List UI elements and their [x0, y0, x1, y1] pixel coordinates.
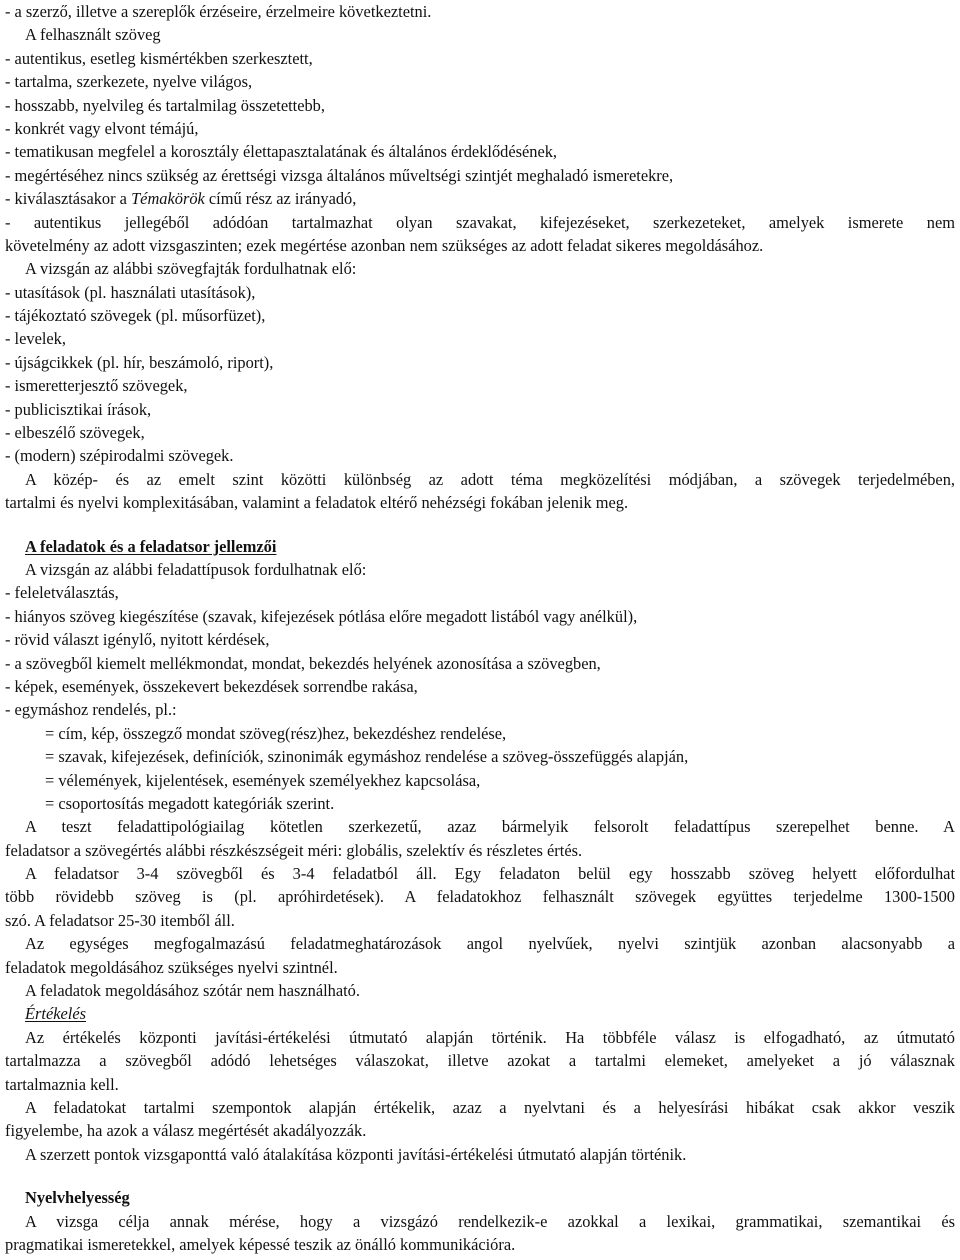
list-item: - képek, események, összekevert bekezdések sorrendbe rakása,: [5, 676, 418, 696]
list-item: - a szövegből kiemelt mellékmondat, mondat, bekezdés helyének azonosítása a szövegben,: [5, 653, 601, 673]
text-line: pragmatikai ismeretekkel, amelyek képessé teszik az önálló kommunikációra.: [5, 1234, 516, 1254]
sub-list-item: = cím, kép, összegző mondat szöveg(rész)hez, bekezdéshez rendelése,: [45, 723, 507, 743]
list-item: - egymáshoz rendelés, pl.:: [5, 700, 177, 720]
list-item: - autentikus, esetleg kismértékben szerkesztett,: [5, 48, 313, 68]
text-line: A vizsgán az alábbi szövegfajták fordulhatnak elő:: [25, 259, 357, 279]
list-item: - tájékoztató szövegek (pl. műsorfüzet),: [5, 306, 266, 326]
list-item: - ismeretterjesztő szövegek,: [5, 376, 188, 396]
list-item: - hiányos szöveg kiegészítése (szavak, kifejezések pótlása előre megadott listából vagy anélkül),: [5, 606, 638, 626]
text-line: tartalmaznia kell.: [5, 1074, 119, 1094]
text-line: A feladatokat tartalmi szempontok alapján értékelik, azaz a nyelvtani és a helyesírási hibákat csak akkor veszik: [25, 1097, 955, 1117]
section-heading: A feladatok és a feladatsor jellemzői: [25, 536, 277, 556]
text-line: A feladatsor 3-4 szövegből és 3-4 feladatból áll. Egy feladaton belül egy hosszabb szöveg helyett előfordulhat: [25, 864, 955, 884]
text-line: követelmény az adott vizsgaszinten; ezek megértése azonban nem szükséges az adott feladat sikeres megoldásához.: [5, 235, 764, 255]
text-span: című rész az irányadó,: [204, 189, 357, 209]
text-line: figyelembe, ha azok a válasz megértését akadályozzák.: [5, 1121, 367, 1141]
list-item: - hosszabb, nyelvileg és tartalmilag összetettebb,: [5, 95, 325, 115]
list-item: - elbeszélő szövegek,: [5, 423, 145, 443]
section-heading: Nyelvhelyesség: [25, 1188, 130, 1208]
text-line: több rövidebb szöveg is (pl. apróhirdetések). A feladatokhoz felhasznált szövegek együttes terjedelme 1300-1500: [5, 887, 955, 907]
list-item: - feleletválasztás,: [5, 583, 119, 603]
text-line: Az értékelés központi javítási-értékelési útmutató alapján történik. Ha többféle válasz is elfogadható, az útmutató: [25, 1027, 955, 1047]
sub-list-item: = csoportosítás megadott kategóriák szerint.: [45, 793, 335, 813]
list-item: - újságcikkek (pl. hír, beszámoló, riport),: [5, 352, 274, 372]
text-line: - a szerző, illetve a szereplők érzéseire, érzelmeire következtetni.: [5, 2, 432, 21]
sub-list-item: = szavak, kifejezések, definíciók, szinonimák egymáshoz rendelése a szöveg-összefüggés alapján,: [45, 747, 689, 767]
text-line: feladatsor a szövegértés alábbi részkészségeit méri: globális, szelektív és részletes értés.: [5, 840, 583, 860]
list-item: - autentikus jellegéből adódóan tartalmazhat olyan szavakat, kifejezéseket, szerkezeteket, amelyek ismerete nem: [5, 212, 955, 232]
list-item: - publicisztikai írások,: [5, 399, 152, 419]
text-line: A feladatok megoldásához szótár nem használható.: [25, 981, 360, 1001]
list-item: - levelek,: [5, 329, 66, 349]
italic-reference: Témakörök: [131, 189, 205, 209]
sub-list-item: = vélemények, kijelentések, események személyekhez kapcsolása,: [45, 770, 481, 790]
text-line: Az egységes megfogalmazású feladatmeghatározások angol nyelvűek, nyelvi szintjük azonban alacsonyabb a: [25, 934, 955, 954]
text-line: A felhasznált szöveg: [25, 25, 161, 45]
text-line: tartalmi és nyelvi komplexitásában, valamint a feladatok eltérő nehézségi fokában jelenik meg.: [5, 493, 629, 513]
list-item: [5, 187, 955, 210]
text-line: szó. A feladatsor 25-30 itemből áll.: [5, 910, 235, 930]
list-item: - rövid választ igénylő, nyitott kérdések,: [5, 630, 270, 650]
text-line: A szerzett pontok vizsgaponttá való átalakítása központi javítási-értékelési útmutató alapján történik.: [25, 1144, 687, 1164]
list-item: - tartalma, szerkezete, nyelve világos,: [5, 72, 253, 92]
text-span: - kiválasztásakor a: [5, 189, 132, 209]
list-item: - (modern) szépirodalmi szövegek.: [5, 446, 234, 466]
text-line: feladatok megoldásához szükséges nyelvi szintnél.: [5, 957, 338, 977]
subheading-ertekeles: Értékelés: [25, 1004, 86, 1024]
text-line: A közép- és az emelt szint közötti különbség az adott téma megközelítési módjában, a szövegek terjedelmében,: [25, 469, 955, 489]
paragraph-gap: [5, 515, 955, 535]
text-line: A vizsgán az alábbi feladattípusok fordulhatnak elő:: [25, 559, 367, 579]
list-item: - megértéséhez nincs szükség az érettségi vizsga általános műveltségi szintjét meghaladó ismeretekre,: [5, 165, 674, 185]
paragraph-gap: [5, 1166, 955, 1186]
list-item: - konkrét vagy elvont témájú,: [5, 118, 199, 138]
text-line: tartalmazza a szövegből adódó lehetséges válaszokat, illetve azokat a tartalmi elemeket, amelyeket a jó válasznak: [5, 1051, 955, 1071]
list-item: - tematikusan megfelel a korosztály élettapasztalatának és általános érdeklődésének,: [5, 142, 558, 162]
text-line: A teszt feladattipológiailag kötetlen szerkezetű, azaz bármelyik felsorolt feladattípus szerepelhet benne. A: [25, 817, 955, 837]
list-item: - utasítások (pl. használati utasítások),: [5, 282, 256, 302]
text-line: A vizsga célja annak mérése, hogy a vizsgázó rendelkezik-e azokkal a lexikai, grammatikai, szemantikai és: [25, 1211, 955, 1231]
